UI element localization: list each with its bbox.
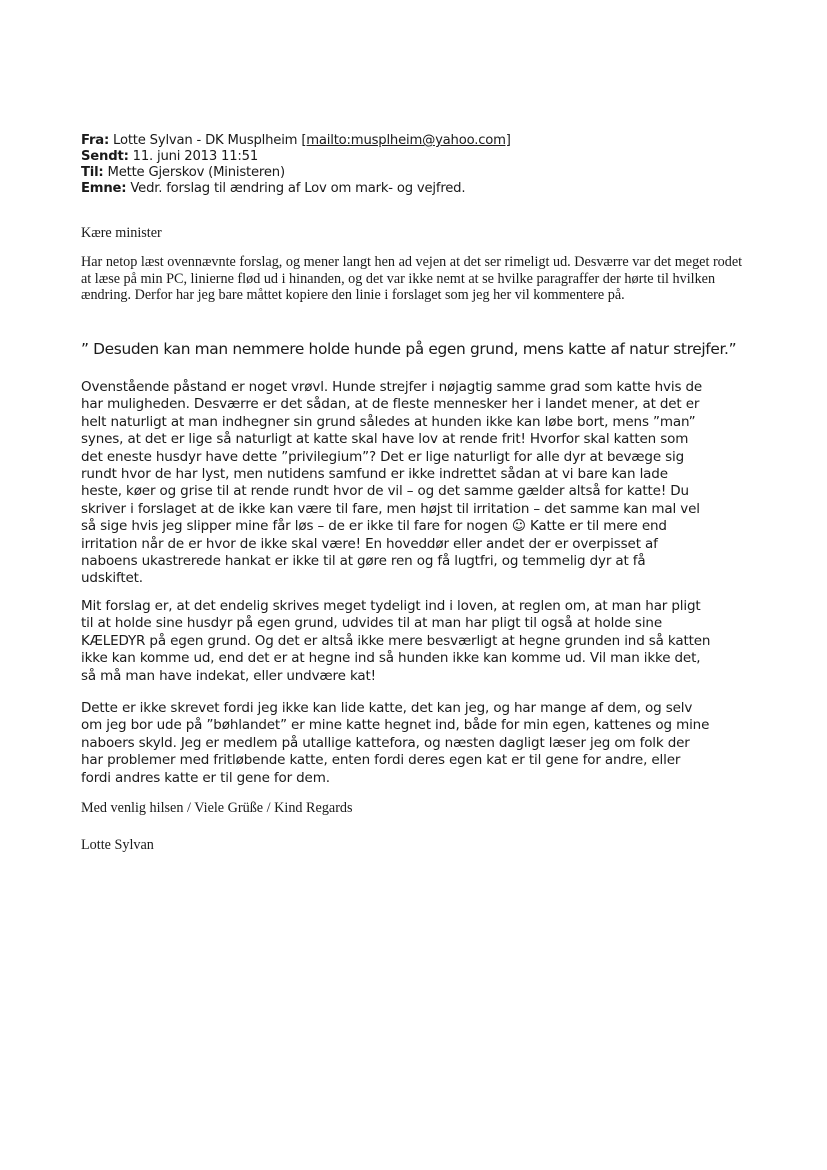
sent-label: Sendt: bbox=[81, 149, 129, 164]
subject-row bbox=[81, 181, 761, 197]
paragraph-line: Ovenstående påstand er noget vrøvl. Hunde strejfer i nøjagtig samme grad som katte hvis de bbox=[81, 379, 703, 395]
intro-paragraph: Har netop læst ovennævnte forslag, og mener langt hen ad vejen at det ser rimeligt ud. Desværre var det meget rodet at læse på min PC, linierne flød ud i hinanden, og det var ikke nemt at se hvilke paragraffer der hørte til hvilken ændring. Derfor har jeg bare måttet kopiere den linie i forslaget som jeg her vil kommentere på. bbox=[81, 254, 743, 304]
signature: Lotte Sylvan bbox=[81, 837, 154, 853]
paragraph-line: så sige hvis jeg slipper mine får løs – de er ikke til fare for nogen ☺ Katte er til mere end bbox=[81, 518, 667, 535]
paragraph-line: til at holde sine husdyr på egen grund, udvides til at man har pligt til også at holde sine bbox=[81, 615, 662, 632]
to-value: Mette Gjerskov (Ministeren) bbox=[107, 165, 285, 180]
to-row bbox=[81, 165, 761, 181]
paragraph-line: naboens ukastrerede hankat er ikke til at gøre ren og få lugtfri, og temmelig dyr at få bbox=[81, 553, 646, 570]
paragraph-line: heste, køer og grise til at rende rundt hvor de vil – og det samme gælder altså for katte! Du bbox=[81, 483, 689, 500]
paragraph-line: Dette er ikke skrevet fordi jeg ikke kan lide katte, det kan jeg, og har mange af dem, og selv bbox=[81, 700, 693, 716]
paragraph-line: naboers skyld. Jeg er medlem på utallige kattefora, og næsten dagligt læser jeg om folk der bbox=[81, 734, 690, 751]
from-label: Fra: bbox=[81, 133, 110, 148]
paragraph-line: KÆLEDYR på egen grund. Og det er altså ikke mere besværligt at hegne grunden ind så katten bbox=[81, 632, 711, 649]
paragraph-line: udskiftet. bbox=[81, 570, 143, 587]
paragraph-line: synes, at det er lige så naturligt at katte skal have lov at rende frit! Hvorfor skal katten som bbox=[81, 431, 689, 448]
paragraph-line: har muligheden. Desværre er det sådan, at de fleste mennesker her i landet mener, at det er bbox=[81, 396, 700, 413]
paragraph-line: ikke kan komme ud, end det er at hegne ind så hunden ikke kan komme ud. Vil man ikke det, bbox=[81, 650, 701, 667]
paragraph-1 bbox=[81, 379, 761, 588]
mailto-link[interactable]: [mailto:musplheim@yahoo.com] bbox=[301, 133, 511, 148]
email-header bbox=[81, 133, 761, 197]
closing-greeting: Med venlig hilsen / Viele Grüße / Kind Regards bbox=[81, 800, 353, 816]
paragraph-2 bbox=[81, 598, 761, 685]
paragraph-line: fordi andres katte er til gene for dem. bbox=[81, 769, 330, 786]
to-label: Til: bbox=[81, 165, 104, 180]
paragraph-line: helt naturligt at man indhegner sin grund således at hunden ikke kan løbe bort, mens ”man” bbox=[81, 413, 696, 430]
quoted-proposal-line: ” Desuden kan man nemmere holde hunde på egen grund, mens katte af natur strejfer.” bbox=[81, 340, 737, 358]
greeting: Kære minister bbox=[81, 225, 162, 241]
paragraph-line: rundt hvor de har lyst, men nutidens samfund er ikke indrettet sådan at vi bare kan lade bbox=[81, 466, 668, 483]
subject-label: Emne: bbox=[81, 181, 127, 196]
paragraph-line: irritation når de er hvor de ikke skal være! En hoveddør eller andet der er overpisset af bbox=[81, 535, 658, 552]
paragraph-line: skriver i forslaget at de ikke kan være til fare, men højst til irritation – det samme kan mal vel bbox=[81, 500, 700, 517]
paragraph-line: har problemer med fritløbende katte, enten fordi deres egen kat er til gene for andre, eller bbox=[81, 752, 681, 769]
from-row bbox=[81, 133, 761, 149]
paragraph-line: så må man have indekat, eller undvære kat! bbox=[81, 667, 376, 684]
paragraph-line: Mit forslag er, at det endelig skrives meget tydeligt ind i loven, at reglen om, at man har pligt bbox=[81, 598, 701, 614]
from-value: Lotte Sylvan - DK Musplheim bbox=[113, 133, 302, 148]
sent-row bbox=[81, 149, 761, 165]
subject-value: Vedr. forslag til ændring af Lov om mark- og vejfred. bbox=[130, 181, 466, 196]
paragraph-line: om jeg bor ude på ”bøhlandet” er mine katte hegnet ind, både for min egen, kattenes og mine bbox=[81, 717, 710, 734]
paragraph-3 bbox=[81, 700, 761, 787]
paragraph-line: det eneste husdyr have dette ”privilegium”? Det er lige naturligt for alle dyr at bevæge sig bbox=[81, 448, 685, 465]
sent-value: 11. juni 2013 11:51 bbox=[132, 149, 259, 164]
